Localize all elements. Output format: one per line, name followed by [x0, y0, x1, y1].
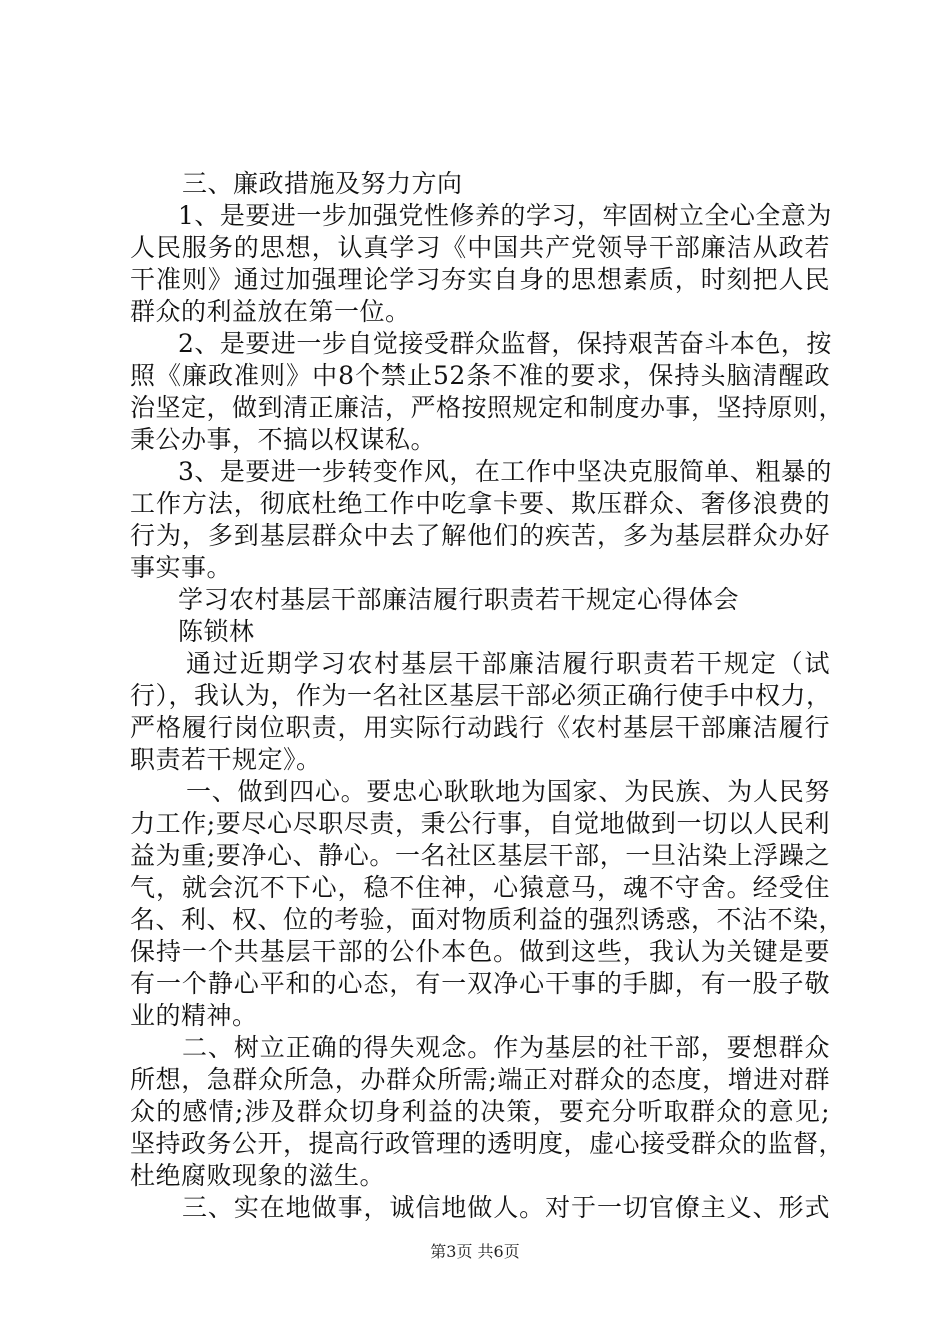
text-line: 工作方法，彻底杜绝工作中吃拿卡要、欺压群众、奢侈浪费的	[130, 489, 830, 518]
text-line: 治坚定，做到清正廉洁，严格按照规定和制度办事，坚持原则，	[130, 393, 845, 422]
text-line: 保持一个共基层干部的公仆本色。做到这些，我认为关键是要	[130, 937, 830, 966]
text-line: 三、廉政措施及努力方向	[182, 169, 463, 198]
text-line: 1、是要进一步加强党性修养的学习，牢固树立全心全意为	[178, 201, 832, 230]
text-line: 群众的利益放在第一位。	[130, 297, 411, 326]
text-line: 众的感情;涉及群众切身利益的决策，要充分听取群众的意见;	[130, 1097, 830, 1126]
text-line: 学习农村基层干部廉洁履行职责若干规定心得体会	[178, 585, 740, 614]
text-line: 3、是要进一步转变作风，在工作中坚决克服简单、粗暴的	[178, 457, 832, 486]
text-line: 职责若干规定》。	[130, 745, 322, 774]
text-line: 业的精神。	[130, 1001, 258, 1030]
text-line: 所想，急群众所急，办群众所需;端正对群众的态度，增进对群	[130, 1065, 830, 1094]
text-line: 干准则》通过加强理论学习夯实自身的思想素质，时刻把人民	[130, 265, 830, 294]
text-line: 行），我认为，作为一名社区基层干部必须正确行使手中权力，	[130, 681, 832, 710]
text-line: 人民服务的思想，认真学习《中国共产党领导干部廉洁从政若	[130, 233, 830, 262]
text-line: 坚持政务公开，提高行政管理的透明度，虚心接受群众的监督，	[130, 1129, 845, 1158]
text-line: 2、是要进一步自觉接受群众监督，保持艰苦奋斗本色，按	[178, 329, 832, 358]
text-line: 陈锁林	[178, 617, 255, 646]
text-line: 益为重;要净心、静心。一名社区基层干部，一旦沾染上浮躁之	[130, 841, 830, 870]
text-line: 秉公办事，不搞以权谋私。	[130, 425, 437, 454]
text-line: 三、实在地做事，诚信地做人。对于一切官僚主义、形式	[182, 1193, 830, 1222]
text-line: 通过近期学习农村基层干部廉洁履行职责若干规定（试	[186, 649, 830, 678]
text-line: 气，就会沉不下心，稳不住神，心猿意马，魂不守舍。经受住	[130, 873, 830, 902]
text-line: 一、做到四心。要忠心耿耿地为国家、为民族、为人民努	[186, 777, 830, 806]
text-line: 照《廉政准则》中8个禁止52条不准的要求，保持头脑清醒政	[130, 361, 830, 390]
text-line: 有一个静心平和的心态，有一双净心干事的手脚，有一股子敬	[130, 969, 830, 998]
text-line: 力工作;要尽心尽职尽责，秉公行事，自觉地做到一切以人民利	[130, 809, 830, 838]
page-footer: 第3页 共6页	[430, 1242, 520, 1261]
text-line: 名、利、权、位的考验，面对物质利益的强烈诱惑，不沾不染，	[130, 905, 845, 934]
text-line: 二、树立正确的得失观念。作为基层的社干部，要想群众	[182, 1033, 830, 1062]
document-body	[130, 168, 845, 1224]
text-line: 行为，多到基层群众中去了解他们的疾苦，多为基层群众办好	[130, 521, 830, 550]
text-line: 杜绝腐败现象的滋生。	[130, 1161, 386, 1190]
text-line: 事实事。	[130, 553, 233, 582]
text-line: 严格履行岗位职责，用实际行动践行《农村基层干部廉洁履行	[130, 713, 830, 742]
